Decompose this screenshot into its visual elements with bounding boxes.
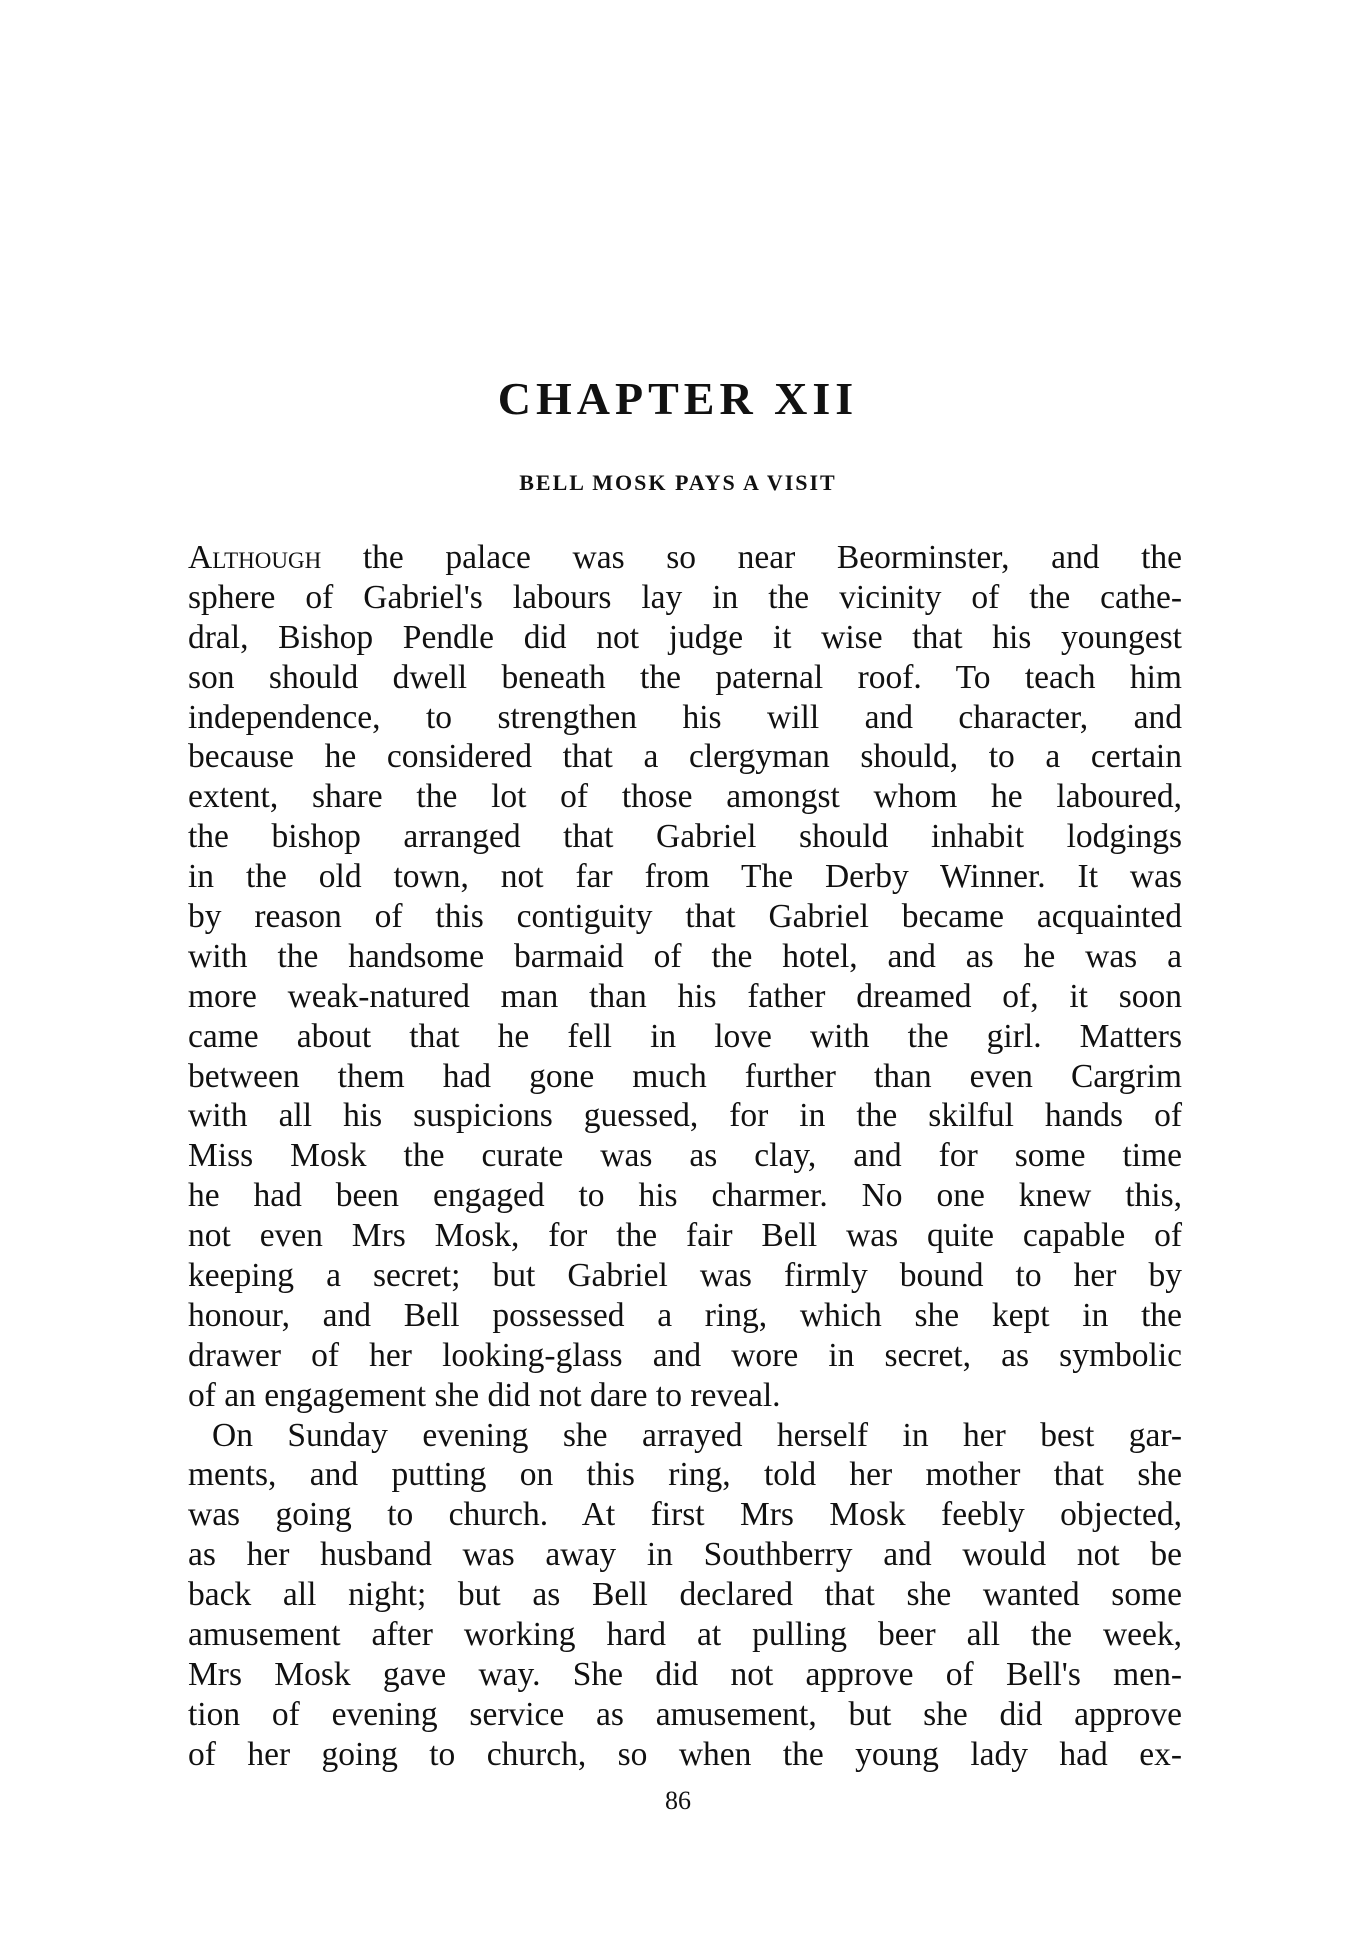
text-line: independence, to strengthen his will and character, and (188, 698, 1182, 736)
text-line: amusement after working hard at pulling beer all the week, (188, 1616, 1182, 1654)
text-line: drawer of her looking-glass and wore in secret, as symbolic (188, 1336, 1182, 1374)
text-line: came about that he fell in love with the girl. Matters (188, 1017, 1182, 1055)
text-line: tion of evening service as amusement, but she did approve (188, 1695, 1182, 1733)
text-line: Miss Mosk the curate was as clay, and for some time (188, 1137, 1182, 1175)
chapter-title: CHAPTER XII (497, 373, 859, 424)
text-line: in the old town, not far from The Derby Winner. It was (188, 858, 1182, 896)
text-line: by reason of this contiguity that Gabriel became acquainted (188, 898, 1182, 936)
text-line: back all night; but as Bell declared that she wanted some (188, 1576, 1182, 1614)
text-line: of an engagement she did not dare to reveal. (188, 1376, 781, 1414)
text-line: keeping a secret; but Gabriel was firmly bound to her by (188, 1257, 1182, 1295)
text-line: ments, and putting on this ring, told her mother that she (188, 1456, 1182, 1494)
text-line: as her husband was away in Southberry and would not be (188, 1536, 1182, 1574)
text-line: son should dwell beneath the paternal roof. To teach him (188, 658, 1182, 696)
text-line: between them had gone much further than even Cargrim (188, 1057, 1182, 1095)
text-line: he had been engaged to his charmer. No one knew this, (188, 1177, 1182, 1215)
text-line: not even Mrs Mosk, for the fair Bell was quite capable of (188, 1217, 1182, 1255)
text-line: of her going to church, so when the young lady had ex- (188, 1735, 1182, 1773)
body-text (188, 538, 1182, 1775)
text-line: because he considered that a clergyman should, to a certain (188, 738, 1182, 776)
text-line (188, 538, 1182, 578)
text-line: sphere of Gabriel's labours lay in the vicinity of the cathe- (188, 578, 1182, 616)
chapter-subtitle: BELL MOSK PAYS A VISIT (519, 470, 837, 495)
text-line: the bishop arranged that Gabriel should inhabit lodgings (188, 818, 1182, 856)
text-line: On Sunday evening she arrayed herself in her best gar- (212, 1416, 1182, 1454)
text-line: dral, Bishop Pendle did not judge it wise that his youngest (188, 618, 1182, 656)
text-line: honour, and Bell possessed a ring, which she kept in the (188, 1296, 1182, 1334)
text-line: with all his suspicions guessed, for in the skilful hands of (188, 1097, 1182, 1135)
text-line: extent, share the lot of those amongst whom he laboured, (188, 778, 1182, 816)
text-line: with the handsome barmaid of the hotel, and as he was a (188, 937, 1182, 975)
page-number: 86 (665, 1786, 691, 1815)
line-text: the palace was so near Beorminster, and the (321, 539, 1182, 576)
text-line: Mrs Mosk gave way. She did not approve of Bell's men- (188, 1655, 1182, 1693)
drop-word: Although (188, 539, 322, 576)
text-line: more weak-natured man than his father dreamed of, it soon (188, 977, 1182, 1015)
text-line: was going to church. At first Mrs Mosk feebly objected, (188, 1496, 1182, 1534)
